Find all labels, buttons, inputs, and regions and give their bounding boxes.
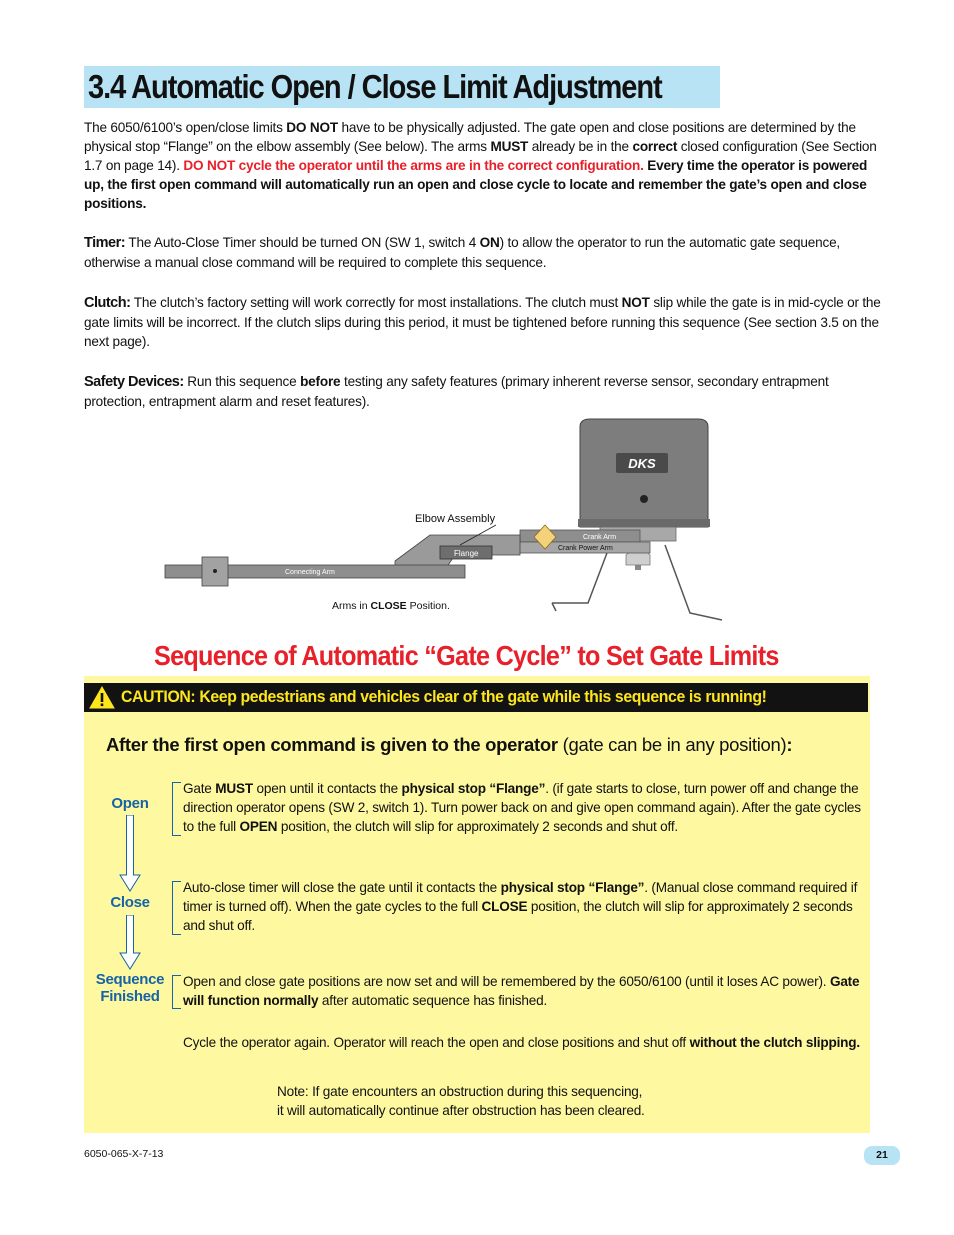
caution-text: CAUTION: Keep pedestrians and vehicles clear of the gate while this sequence is running!	[121, 687, 767, 706]
step-bracket	[172, 881, 181, 935]
step-label-line: Sequence	[95, 971, 165, 988]
flange-label: Flange	[454, 549, 479, 558]
step-text: . (if gate starts to close, turn power off and change the direction operator opens (SW 2, switch 1). Turn power back on and give open command again). After the gate cycles to the full	[183, 781, 861, 834]
intro-bold-must: MUST	[490, 139, 529, 154]
safety-bold-before: before	[300, 374, 341, 389]
clutch-text: slip while the gate is in mid-cycle or the gate limits will be incorrect. If the clutch slips during this period, it must be tightened before running this sequence (See section 3.5 on the next page).	[84, 295, 881, 349]
page-title: 3.4 Automatic Open / Close Limit Adjustment	[88, 68, 662, 105]
intro-text: closed configuration (See Section 1.7 on page 14).	[84, 139, 877, 173]
elbow-assembly-label: Elbow Assembly	[415, 513, 496, 525]
caption-text: Position.	[406, 600, 450, 612]
step-text-close	[183, 878, 873, 935]
step-text-finished	[183, 972, 873, 1010]
note-line: Note: If gate encounters an obstruction during this sequencing,	[277, 1084, 643, 1099]
step-label-close: Close	[110, 894, 150, 911]
operator-base-band	[578, 519, 710, 527]
after-heading-colon: :	[786, 734, 793, 755]
warning-triangle-icon	[88, 685, 116, 710]
clutch-bold-not: NOT	[621, 295, 650, 310]
timer-paragraph	[84, 233, 884, 272]
cycle-again-text	[183, 1033, 873, 1052]
intro-bold-correct: correct	[632, 139, 678, 154]
step-bold: Gate will function normally	[183, 974, 860, 1008]
step-text: position, the clutch will slip for approximately 2 seconds and shut off.	[183, 899, 853, 933]
after-first-open-heading	[106, 734, 792, 756]
crank-power-arm-label: Crank Power Arm	[558, 545, 613, 552]
step-text: Auto-close timer will close the gate until it contacts the	[183, 880, 501, 895]
intro-warning-red: DO NOT cycle the operator until the arms are in the correct configuration.	[183, 158, 644, 173]
sequence-title: Sequence of Automatic “Gate Cycle” to Set Gate Limits	[154, 640, 779, 671]
safety-text: testing any safety features (primary inherent reverse sensor, secondary entrapment protection, entrapment alarm and reset features).	[84, 374, 829, 409]
crank-arm-label: Crank Arm	[583, 534, 617, 541]
step-bracket	[172, 975, 181, 1009]
obstruction-note	[277, 1082, 777, 1120]
cycle-bold: without the clutch slipping.	[689, 1035, 860, 1050]
after-heading-bold: After the first open command is given to the operator	[106, 734, 558, 755]
step-bold: MUST	[215, 781, 253, 796]
step-text: Gate	[183, 781, 216, 796]
caption-bold: CLOSE	[370, 600, 407, 612]
connecting-arm-label: Connecting Arm	[285, 569, 335, 576]
clutch-heading: Clutch:	[84, 295, 131, 311]
step-text: . (Manual close command required if timer is turned off). When the gate cycles to the full	[183, 880, 858, 914]
step-label-open: Open	[111, 795, 149, 812]
left-leg	[552, 545, 610, 611]
safety-text: Run this sequence	[183, 374, 301, 389]
step-bold: physical stop “Flange”	[500, 880, 645, 895]
timer-text: The Auto-Close Timer should be turned ON (SW 1, switch 4	[125, 235, 480, 250]
key-lock-icon	[640, 495, 648, 503]
intro-text: The 6050/6100’s open/close limits	[84, 120, 287, 135]
intro-bold-powerup: Every time the operator is powered up, the first open command will automatically run an open and close cycle to locate and remember the gate’s open and close positions.	[84, 158, 868, 211]
clutch-paragraph	[84, 293, 884, 351]
dks-logo: DKS	[628, 456, 656, 471]
down-arrow-icon	[118, 815, 142, 893]
step-label-line: Finished	[100, 988, 160, 1005]
step-text: after automatic sequence has finished.	[318, 993, 548, 1008]
safety-paragraph	[84, 372, 884, 411]
timer-heading: Timer:	[84, 235, 126, 251]
step-text: position, the clutch will slip for approximately 2 seconds and shut off.	[277, 819, 679, 834]
bolt-icon	[213, 569, 217, 573]
diagram-caption	[332, 600, 450, 612]
step-bold: OPEN	[239, 819, 278, 834]
caption-text: Arms in	[332, 600, 371, 612]
gate-operator-diagram	[160, 415, 730, 630]
intro-bold-do-not: DO NOT	[286, 120, 338, 135]
step-text-open	[183, 779, 873, 836]
clutch-text: The clutch’s factory setting will work correctly for most installations. The clutch must	[130, 295, 622, 310]
down-arrow-icon	[118, 915, 142, 971]
step-text: Open and close gate positions are now set and will be remembered by the 6050/6100 (until it loses AC power).	[183, 974, 830, 989]
note-line: it will automatically continue after obstruction has been cleared.	[277, 1103, 645, 1118]
step-bold: CLOSE	[481, 899, 528, 914]
right-leg	[665, 545, 722, 620]
step-bracket	[172, 782, 181, 836]
intro-text: have to be physically adjusted. The gate open and close positions are determined by the physical stop “Flange” on the elbow assembly (See below). The arms	[84, 120, 856, 154]
step-text: open until it contacts the	[252, 781, 402, 796]
cycle-text: Cycle the operator again. Operator will reach the open and close positions and shut off	[183, 1035, 690, 1050]
timer-text: ) to allow the operator to run the automatic gate sequence, otherwise a manual close command will be required to complete this sequence.	[84, 235, 840, 270]
page-number: 21	[876, 1149, 888, 1161]
step-bold: physical stop “Flange”	[401, 781, 546, 796]
intro-paragraph	[84, 118, 884, 213]
step-label-sequence-finished	[90, 971, 170, 1005]
intro-text: already be in the	[528, 139, 633, 154]
document-code: 6050-065-X-7-13	[84, 1148, 164, 1160]
timer-bold-on: ON	[479, 235, 500, 250]
after-heading-normal: (gate can be in any position)	[557, 734, 787, 755]
safety-heading: Safety Devices:	[84, 374, 184, 390]
